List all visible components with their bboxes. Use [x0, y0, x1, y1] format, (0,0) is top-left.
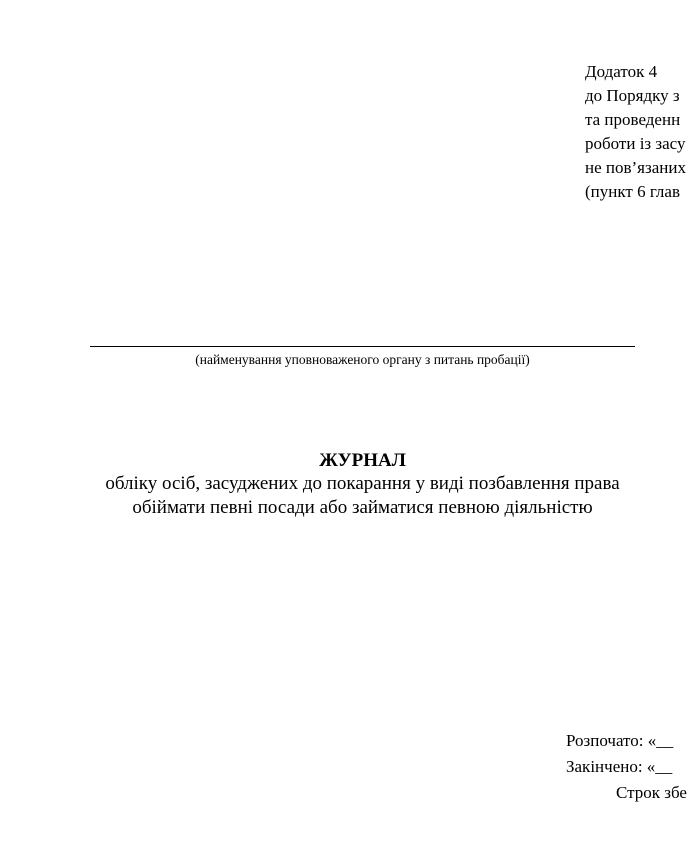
storage-term: Строк збе — [616, 783, 687, 802]
journal-subtitle-line-2: обіймати певні посади або займатися певною діяльністю — [132, 497, 593, 518]
organ-name-field — [90, 346, 635, 369]
organ-name-caption: (найменування уповноваженого органу з питань пробації) — [195, 352, 530, 367]
appendix-line: не пов’язаних — [585, 158, 686, 177]
appendix-line: до Порядку з — [585, 86, 680, 105]
finished-date: Закінчено: «__ — [566, 757, 673, 776]
journal-title: ЖУРНАЛ — [319, 450, 406, 471]
appendix-line: та проведенн — [585, 110, 681, 129]
appendix-note — [585, 60, 686, 204]
journal-heading — [60, 450, 665, 520]
started-date: Розпочато: «__ — [566, 731, 674, 750]
appendix-line: роботи із засу — [585, 134, 686, 153]
appendix-line: Додаток 4 — [585, 62, 658, 81]
journal-dates — [566, 728, 687, 806]
journal-subtitle-line-1: обліку осіб, засуджених до покарання у виді позбавлення права — [105, 473, 620, 494]
organ-name-line — [90, 346, 635, 347]
appendix-line: (пункт 6 глав — [585, 182, 680, 201]
